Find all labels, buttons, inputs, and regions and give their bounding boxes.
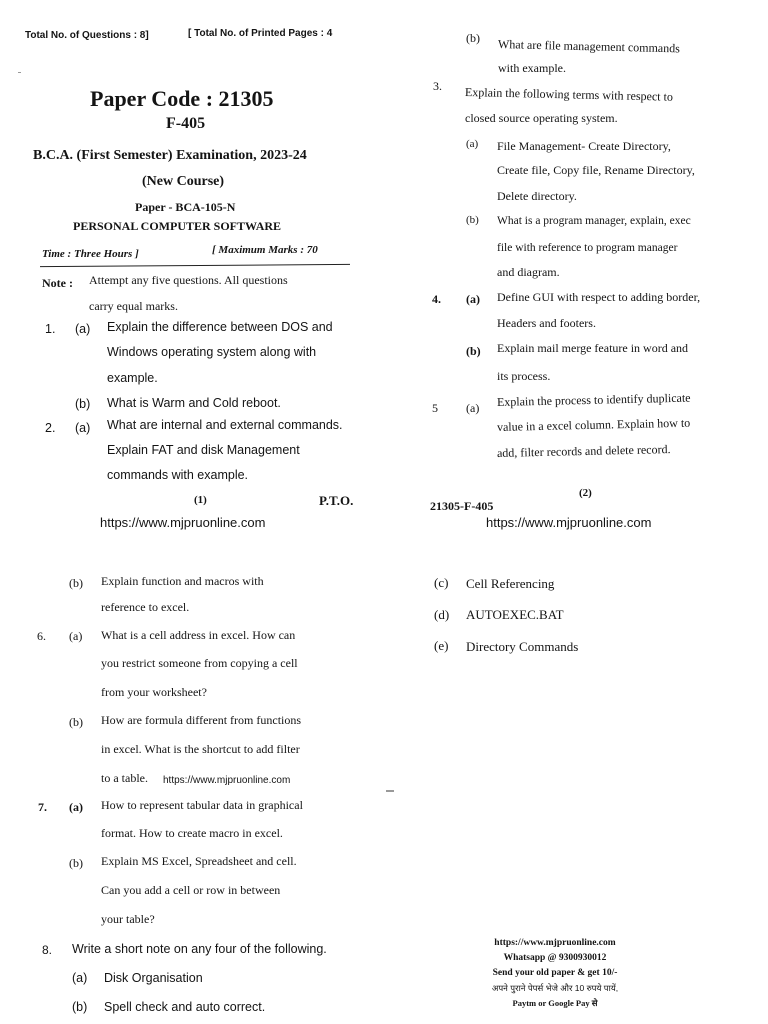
ad-payment: Paytm or Google Pay से (512, 998, 598, 1008)
question-line: Explain the difference between DOS and (107, 320, 333, 334)
question-line: closed source operating system. (465, 111, 618, 125)
exam-title: B.C.A. (First Semester) Examination, 2023-24 (33, 148, 307, 163)
paper-code: Paper Code : 21305 (90, 86, 274, 111)
sub-label: (b) (466, 31, 480, 45)
paper-number: Paper - BCA-105-N (135, 200, 236, 214)
question-line: What are internal and external commands. (107, 418, 343, 432)
sub-label: (b) (72, 1000, 88, 1014)
sub-label: (b) (69, 715, 83, 729)
question-line: Explain FAT and disk Management (107, 443, 300, 457)
page-number: (1) (194, 494, 207, 506)
max-marks: [ Maximum Marks : 70 (212, 244, 318, 256)
question-line: format. How to create macro in excel. (101, 826, 283, 840)
sub-label: (a) (75, 421, 91, 435)
question-line: How to represent tabular data in graphical (101, 798, 303, 812)
sub-label: (e) (434, 638, 449, 653)
question-line: Delete directory. (497, 189, 577, 203)
ad-block (440, 936, 670, 1011)
question-line: to a table. (101, 771, 148, 785)
divider (40, 264, 350, 267)
sub-label: (a) (69, 629, 83, 643)
question-number: 4. (432, 292, 441, 306)
sub-label: (a) (466, 292, 480, 306)
sub-label: (a) (72, 971, 88, 985)
question-line: What are file management commands (497, 37, 681, 56)
sub-label: (d) (434, 607, 450, 622)
question-line: and diagram. (497, 265, 560, 279)
question-line: Define GUI with respect to adding border, (497, 290, 701, 304)
question-line: add, filter records and delete record. (496, 442, 671, 460)
question-line: Spell check and auto correct. (104, 1000, 266, 1014)
pto: P.T.O. (319, 493, 354, 508)
total-pages: [ Total No. of Printed Pages : 4 (188, 28, 333, 39)
question-line: What is a program manager, explain, exec (497, 215, 691, 227)
sub-label: (b) (75, 397, 91, 411)
question-line: commands with example. (107, 468, 249, 482)
sub-label: (a) (69, 800, 83, 814)
site-url: https://www.mjpruonline.com (163, 775, 291, 786)
site-url: https://www.mjpruonline.com (100, 515, 266, 530)
sub-label: (a) (466, 138, 479, 150)
short-note-item: AUTOEXEC.BAT (466, 607, 564, 622)
question-line: Explain the following terms with respect to (464, 85, 674, 104)
sub-label: (c) (434, 575, 449, 590)
short-note-item: Directory Commands (466, 639, 579, 654)
question-number: 8. (42, 943, 53, 957)
question-line: file with reference to program manager (497, 242, 678, 254)
question-number: 1. (45, 322, 56, 336)
question-line: reference to excel. (101, 600, 190, 614)
note-line: carry equal marks. (89, 299, 178, 313)
question-line: from your worksheet? (101, 685, 207, 699)
course: (New Course) (142, 174, 225, 189)
question-line: File Management- Create Directory, (497, 139, 671, 153)
paper-code-short: F-405 (166, 115, 206, 132)
ad-url: https://www.mjpruonline.com (494, 938, 616, 948)
time: Time : Three Hours ] (42, 248, 139, 260)
question-line: Disk Organisation (104, 971, 203, 985)
question-line: Write a short note on any four of the following. (72, 942, 327, 956)
question-number: 5 (432, 401, 438, 415)
question-line: Can you add a cell or row in between (101, 883, 281, 897)
question-line: What is Warm and Cold reboot. (107, 396, 281, 410)
sub-label: (b) (69, 856, 83, 870)
question-number: 2. (45, 421, 56, 435)
question-line: Explain MS Excel, Spreadsheet and cell. (101, 854, 297, 868)
question-line: How are formula different from functions (101, 713, 302, 727)
sub-label: (a) (75, 322, 91, 336)
short-note-item: Cell Referencing (466, 576, 555, 591)
question-number: 3. (433, 79, 442, 93)
question-line: Create file, Copy file, Rename Directory, (497, 163, 695, 177)
sub-label: (b) (466, 344, 481, 358)
question-line: value in a excel column. Explain how to (496, 415, 691, 434)
page-number: (2) (579, 487, 592, 499)
ad-whatsapp: Whatsapp @ 9300930012 (503, 953, 607, 963)
subject: PERSONAL COMPUTER SOFTWARE (73, 219, 282, 233)
question-line: Explain function and macros with (101, 574, 264, 588)
question-line: your table? (101, 912, 155, 926)
note-line: Attempt any five questions. All questions (89, 273, 288, 287)
footer-code: 21305-F-405 (430, 499, 494, 513)
question-line: What is a cell address in excel. How can (101, 628, 296, 642)
question-line: its process. (497, 369, 551, 383)
scan-speck (18, 72, 21, 73)
ad-offer: Send your old paper & get 10/- (492, 968, 618, 978)
ad-hindi: अपने पुराने पेपर्स भेजे और 10 रुपये पायें, (491, 983, 619, 993)
question-line: Windows operating system along with (107, 345, 317, 359)
question-line: Explain the process to identify duplicate (496, 390, 691, 409)
question-line: Explain mail merge feature in word and (497, 341, 689, 355)
question-line: Headers and footers. (497, 316, 596, 330)
scan-speck (386, 790, 394, 792)
sub-label: (b) (69, 576, 83, 590)
note-label: Note : (42, 276, 73, 290)
question-line: with example. (498, 61, 566, 75)
total-questions: Total No. of Questions : 8] (25, 30, 149, 41)
question-line: you restrict someone from copying a cell (101, 656, 298, 670)
sub-label: (a) (466, 401, 480, 415)
question-number: 6. (37, 629, 46, 643)
question-line: in excel. What is the shortcut to add filter (101, 742, 300, 756)
question-number: 7. (38, 800, 47, 814)
sub-label: (b) (466, 214, 479, 226)
site-url: https://www.mjpruonline.com (486, 515, 652, 530)
question-line: example. (107, 371, 158, 385)
